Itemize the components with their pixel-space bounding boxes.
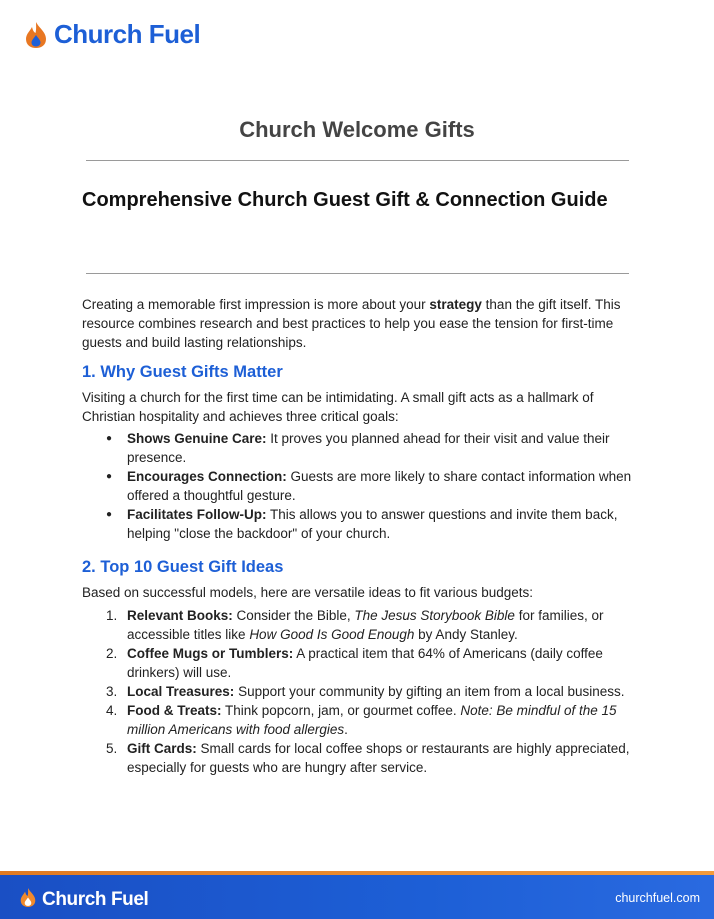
list-item: 3. Local Treasures: Support your community by gifting an item from a local business. [106, 684, 625, 699]
section-heading-why: 1. Why Guest Gifts Matter [82, 363, 283, 381]
section-lead: Visiting a church for the first time can be intimidating. A small gift acts as a hallmark of Christian hospitality and achieves three critical goals: [82, 390, 594, 424]
list-item: 1. Relevant Books: Consider the Bible, The Jesus Storybook Bible for families, or accessible titles like How Good Is Good Enough by Andy Stanley. [106, 608, 604, 642]
list-item: 2. Coffee Mugs or Tumblers: A practical item that 64% of Americans (daily coffee drinkers) will use. [106, 646, 603, 680]
document-body [82, 295, 642, 777]
list-item: ● Facilitates Follow-Up: This allows you to answer questions and invite them back, helping "close the backdoor" of your church. [82, 505, 642, 543]
footer-logo[interactable] [20, 887, 148, 913]
footer-bar [0, 871, 714, 919]
intro-paragraph: Creating a memorable first impression is more about your strategy than the gift itself. This resource combines research and best practices to help you ease the tension for first-time guests and build lasting relationships. [82, 297, 621, 350]
flame-icon [25, 21, 47, 49]
document-subtitle: Comprehensive Church Guest Gift & Connection Guide [82, 189, 608, 211]
divider [86, 160, 629, 161]
flame-icon [20, 887, 36, 913]
section-lead: Based on successful models, here are versatile ideas to fit various budgets: [82, 585, 533, 600]
list-item: 4. Food & Treats: Think popcorn, jam, or gourmet coffee. Note: Be mindful of the 15 million Americans with food allergies. [106, 703, 617, 737]
footer-logo-text: Church Fuel [42, 889, 149, 910]
divider [86, 273, 629, 274]
page-title: Church Welcome Gifts [239, 117, 475, 142]
footer-accent-stripe [0, 871, 714, 875]
footer-url-link[interactable]: churchfuel.com [615, 891, 700, 905]
header-logo[interactable] [25, 19, 200, 50]
list-item: ● Encourages Connection: Guests are more likely to share contact information when offered a thoughtful gesture. [82, 467, 642, 505]
logo-text: Church Fuel [54, 19, 201, 49]
list-item: ● Shows Genuine Care: It proves you planned ahead for their visit and value their presence. [82, 429, 642, 467]
gift-ideas-list [82, 606, 642, 777]
list-item: 5. Gift Cards: Small cards for local coffee shops or restaurants are highly appreciated, especially for guests who are hungry after service. [106, 741, 630, 775]
goals-list [82, 429, 642, 543]
section-heading-ideas: 2. Top 10 Guest Gift Ideas [82, 558, 284, 576]
